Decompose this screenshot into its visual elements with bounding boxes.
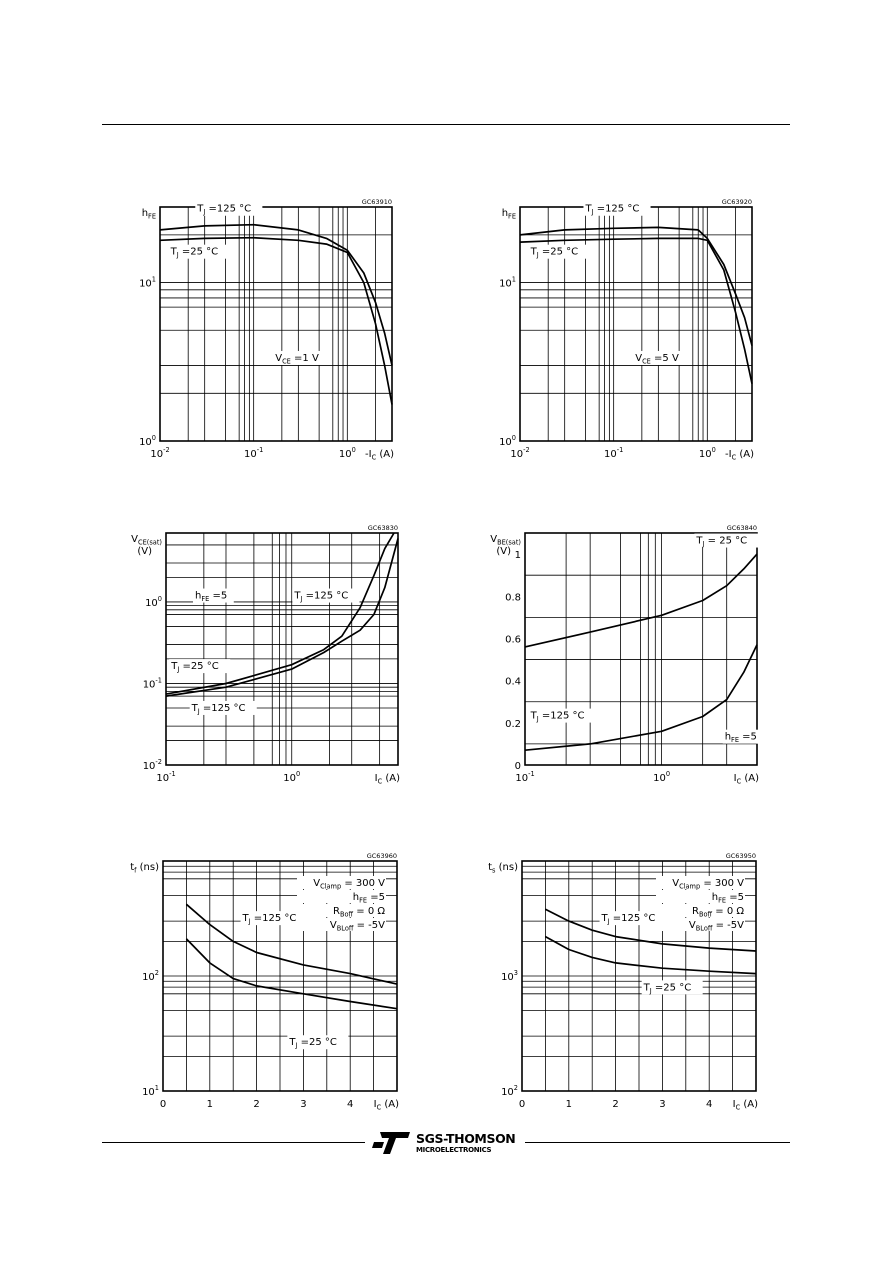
y-tick-label: $10^1$ <box>139 275 156 290</box>
chart-tf <box>130 852 399 1112</box>
figure-code: GC63950 <box>725 852 756 860</box>
figure-code: GC63840 <box>726 524 757 532</box>
x-axis-label: $-I_C$ (A) <box>365 449 394 462</box>
y-tick-label: $10^1$ <box>499 275 516 290</box>
st-logo-icon <box>372 1130 412 1156</box>
plot-frame <box>525 533 757 765</box>
series-2-line <box>186 939 397 1009</box>
figure-code: GC63910 <box>361 198 392 206</box>
x-tick-label: 3 <box>300 1099 307 1110</box>
curve-annotation: $T_J =25$ °C <box>171 661 219 674</box>
plot-frame <box>520 207 752 441</box>
y-tick-label: $10^0$ <box>145 594 162 609</box>
y-axis-unit: (V) <box>137 546 152 557</box>
x-axis-label: $-I_C$ (A) <box>725 449 754 462</box>
grid-lines <box>166 533 398 765</box>
curve-annotation: $T_J =25$ °C <box>643 982 692 995</box>
y-tick-label: 0.8 <box>505 592 521 604</box>
x-axis-label: $I_C$ (A) <box>733 773 759 786</box>
figure-code: GC63960 <box>366 852 397 860</box>
figure-code: GC63830 <box>367 524 398 532</box>
x-tick-label: $10^{-1}$ <box>244 446 264 460</box>
y-tick-label: $10^0$ <box>499 434 516 448</box>
x-axis-label: $I_C$ (A) <box>374 773 400 786</box>
x-tick-label: $10^{-2}$ <box>510 446 530 460</box>
legend-entry: $V_{Clamp} = 300$ V <box>672 878 744 891</box>
figure-code: GC63920 <box>721 198 752 206</box>
y-axis-label: $t_f$ (ns) <box>130 862 159 875</box>
legend-entry: $h_{FE} =5$ <box>711 892 744 905</box>
x-tick-label: $10^0$ <box>338 446 356 460</box>
x-tick-label: 1 <box>206 1099 213 1110</box>
x-tick-label: 1 <box>565 1099 572 1110</box>
curve-annotation: $T_J =125$ °C <box>197 203 252 217</box>
grid-lines <box>160 207 392 441</box>
chart-hfe-vce5 <box>499 198 754 462</box>
curve-annotation: $T_J =125$ °C <box>294 590 349 604</box>
curve-annotation: $V_{CE} =5$ V <box>635 352 679 366</box>
y-axis-unit: (V) <box>496 546 511 557</box>
chart-hfe-vce1 <box>139 198 394 462</box>
curve-annotation: $T_J =125$ °C <box>530 710 585 724</box>
x-tick-label: 2 <box>253 1099 260 1110</box>
y-axis-label: $V_{BE(sat)}$ <box>490 534 521 547</box>
curve-annotation: $T_J =125$ °C <box>191 702 246 716</box>
company-division: MICROELECTRONICS <box>416 1146 492 1154</box>
chart-vcesat <box>131 524 400 786</box>
y-axis-label: $V_{CE(sat)}$ <box>131 534 162 547</box>
grid-lines <box>520 207 752 441</box>
legend-entry: $R_{Boff} = 0$ Ω <box>692 906 744 919</box>
x-tick-label: 3 <box>659 1099 666 1110</box>
curve-annotation: $T_J =25$ °C <box>289 1037 337 1050</box>
y-tick-label: $10^{-1}$ <box>142 676 162 691</box>
curve-annotation: $h_{FE} =5$ <box>194 590 228 604</box>
x-tick-label: 4 <box>347 1099 354 1110</box>
curve-annotation: $T_J =125$ °C <box>585 203 640 217</box>
x-tick-label: $10^{-1}$ <box>515 770 535 784</box>
x-tick-label: 0 <box>518 1099 526 1110</box>
y-tick-label: $10^2$ <box>142 969 159 983</box>
y-axis-label: $h_{FE}$ <box>501 208 516 221</box>
y-tick-label: $10^0$ <box>139 434 156 448</box>
legend-entry: $V_{BLoff} = -5V$ <box>688 920 744 933</box>
plot-frame <box>166 533 398 765</box>
y-axis-label: $h_{FE}$ <box>141 208 156 221</box>
y-tick-label: $10^2$ <box>501 1084 518 1098</box>
x-tick-label: $10^0$ <box>698 446 716 460</box>
y-tick-label: 1 <box>514 550 521 562</box>
curve-annotation: $T_J =25$ °C <box>170 246 219 260</box>
legend-entry: $V_{BLoff} = -5V$ <box>329 920 385 933</box>
series-2-line <box>525 645 757 750</box>
legend-entry: $h_{FE} =5$ <box>352 892 385 905</box>
y-tick-label: 0.6 <box>505 634 521 646</box>
x-tick-label: $10^0$ <box>283 770 301 784</box>
x-tick-label: 4 <box>706 1099 713 1110</box>
y-tick-label: 0 <box>514 761 521 772</box>
legend-entry: $V_{Clamp} = 300$ V <box>313 878 385 891</box>
y-tick-label: $10^{-2}$ <box>142 758 162 772</box>
chart-ts <box>488 852 758 1112</box>
plot-frame <box>160 207 392 441</box>
y-tick-label: 0.2 <box>505 718 521 730</box>
x-axis-label: $I_C$ (A) <box>373 1099 399 1112</box>
company-name: SGS-THOMSON <box>416 1131 516 1146</box>
curve-annotation: $T_J =25$ °C <box>530 246 579 260</box>
grid-lines <box>525 533 757 765</box>
legend-entry: $R_{Boff} = 0$ Ω <box>333 906 385 919</box>
company-logo <box>372 1128 532 1164</box>
y-axis-label: $t_s$ (ns) <box>488 862 518 875</box>
y-tick-label: $10^1$ <box>142 1084 159 1098</box>
x-tick-label: $10^{-2}$ <box>150 446 170 460</box>
curve-annotation: $h_{FE} =5$ <box>724 731 757 745</box>
series-1-line <box>525 554 757 647</box>
curve-annotation: $T_J =125$ °C <box>242 913 297 926</box>
curve-annotation: $T_J = 25$ °C <box>696 535 748 549</box>
x-tick-label: $10^{-1}$ <box>156 770 176 784</box>
y-tick-label: $10^3$ <box>501 969 518 983</box>
curve-annotation: $T_J =125$ °C <box>601 913 656 926</box>
chart-vbesat <box>490 524 763 786</box>
x-axis-label: $I_C$ (A) <box>732 1099 758 1112</box>
x-tick-label: 0 <box>159 1099 167 1110</box>
x-tick-label: $10^0$ <box>653 770 671 784</box>
x-tick-label: 2 <box>612 1099 619 1110</box>
y-tick-label: 0.4 <box>505 676 521 688</box>
curve-annotation: $V_{CE} =1$ V <box>275 352 319 366</box>
x-tick-label: $10^{-1}$ <box>604 446 624 460</box>
